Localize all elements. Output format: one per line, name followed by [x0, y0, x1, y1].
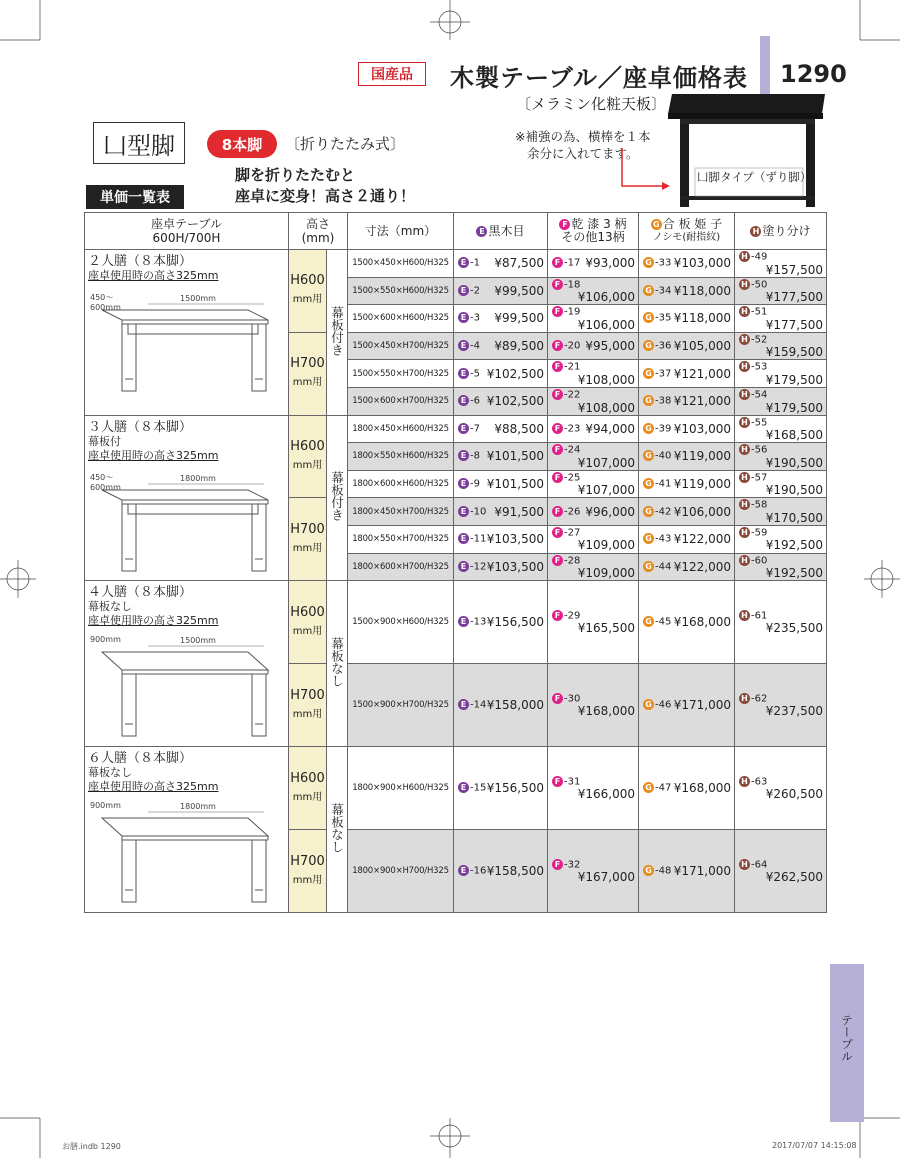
H-circle-icon: H: [739, 499, 750, 510]
price-cell-G: G -45 ¥168,000: [639, 581, 735, 664]
dimension-cell: 1500×550×H600/H325: [348, 277, 454, 305]
E-circle-icon: E: [458, 257, 469, 268]
col-header-height: 高さ (mm): [289, 213, 348, 250]
price-cell-H: H -51 ¥177,500: [735, 305, 827, 333]
F-circle-icon: F: [552, 279, 563, 290]
height-cell-h600: H600 mm用: [289, 581, 327, 664]
price-cell-E: E -3 ¥99,500: [454, 305, 548, 333]
dimension-cell: 1500×900×H600/H325: [348, 581, 454, 664]
note-line-2: 余分に入れてます。: [526, 146, 639, 161]
price-cell-E: E -11 ¥103,500: [454, 525, 548, 553]
price-cell-G: G -41 ¥119,000: [639, 470, 735, 498]
product-name: ４人膳（８本脚）: [88, 585, 193, 601]
product-name: ６人膳（８本脚）: [88, 751, 193, 767]
page-subtitle: 〔メラミン化粧天板〕: [516, 95, 667, 113]
height-cell-h700: H700 mm用: [289, 830, 327, 913]
G-circle-icon: G: [643, 699, 654, 710]
table-row: [85, 747, 827, 830]
drawing-panel: [128, 324, 258, 334]
page-title: 木製テーブル／座卓価格表: [450, 63, 748, 92]
E-circle-icon: E: [458, 533, 469, 544]
catch-line-2: 座卓に変身！高さ２通り！: [235, 187, 416, 205]
F-circle-icon: F: [552, 859, 563, 870]
drawing-leg: [252, 840, 266, 902]
price-cell-F: F -29 ¥165,500: [548, 581, 639, 664]
page-number: 1290: [780, 60, 847, 88]
table-row: [85, 250, 827, 278]
price-cell-F: F -32 ¥167,000: [548, 830, 639, 913]
price-cell-H: H -58 ¥170,500: [735, 498, 827, 526]
price-cell-G: G -42 ¥106,000: [639, 498, 735, 526]
F-circle-icon: F: [552, 506, 563, 517]
price-cell-E: E -6 ¥102,500: [454, 387, 548, 415]
price-cell-G: G -36 ¥105,000: [639, 332, 735, 360]
G-circle-icon: G: [643, 368, 654, 379]
depth-label: 900mm: [90, 635, 121, 645]
F-circle-icon: F: [552, 423, 563, 434]
price-cell-G: G -33 ¥103,000: [639, 250, 735, 278]
price-cell-E: E -9 ¥101,500: [454, 470, 548, 498]
G-circle-icon: G: [643, 257, 654, 268]
price-cell-H: H -55 ¥168,500: [735, 415, 827, 443]
E-circle-icon: E: [476, 226, 487, 237]
width-label: 1800mm: [180, 473, 216, 483]
leg-type-caption: 凵脚タイプ（ずり脚）: [697, 170, 812, 184]
price-cell-G: G -43 ¥122,000: [639, 525, 735, 553]
table-drawing: [88, 465, 284, 575]
G-circle-icon: G: [643, 395, 654, 406]
col-header-dimensions: 寸法（mm）: [348, 213, 454, 250]
price-cell-E: E -13 ¥156,500: [454, 581, 548, 664]
drawing-leg: [122, 840, 136, 902]
height-cell-h700: H700 mm用: [289, 332, 327, 415]
price-cell-F: F -28 ¥109,000: [548, 553, 639, 581]
H-circle-icon: H: [739, 776, 750, 787]
dimension-cell: 1800×900×H600/H325: [348, 747, 454, 830]
price-cell-F: F -22 ¥108,000: [548, 387, 639, 415]
price-cell-G: G -40 ¥119,000: [639, 443, 735, 471]
depth-label-2: 600mm: [90, 482, 121, 492]
height-cell-h700: H700 mm用: [289, 664, 327, 747]
price-cell-E: E -15 ¥156,500: [454, 747, 548, 830]
product-variant: 幕板なし: [88, 766, 132, 780]
price-list-label: 単価一覧表: [86, 185, 184, 209]
modesty-panel-cell: 幕板なし: [327, 747, 348, 913]
price-cell-F: F -17 ¥93,000: [548, 250, 639, 278]
price-cell-E: E -12 ¥103,500: [454, 553, 548, 581]
E-circle-icon: E: [458, 865, 469, 876]
side-tab-table[interactable]: テーブル: [830, 964, 864, 1122]
G-circle-icon: G: [643, 865, 654, 876]
G-circle-icon: G: [643, 561, 654, 572]
H-circle-icon: H: [739, 334, 750, 345]
H-circle-icon: H: [739, 389, 750, 400]
product-seat-height: 座卓使用時の高さ325mm: [88, 780, 219, 794]
G-circle-icon: G: [643, 312, 654, 323]
H-circle-icon: H: [739, 472, 750, 483]
F-circle-icon: F: [552, 340, 563, 351]
modesty-panel-cell: 幕板付き: [327, 250, 348, 416]
price-cell-H: H -56 ¥190,500: [735, 443, 827, 471]
G-circle-icon: G: [643, 285, 654, 296]
footer-file: お膳.indb 1290: [62, 1142, 121, 1151]
H-circle-icon: H: [739, 693, 750, 704]
depth-label: 900mm: [90, 801, 121, 811]
price-cell-E: E -5 ¥102,500: [454, 360, 548, 388]
price-cell-F: F -25 ¥107,000: [548, 470, 639, 498]
price-cell-H: H -52 ¥159,500: [735, 332, 827, 360]
dimension-cell: 1800×600×H700/H325: [348, 553, 454, 581]
product-name: ２人膳（８本脚）: [88, 254, 193, 269]
dimension-cell: 1500×450×H700/H325: [348, 332, 454, 360]
G-circle-icon: G: [643, 782, 654, 793]
G-circle-icon: G: [643, 340, 654, 351]
E-circle-icon: E: [458, 368, 469, 379]
H-circle-icon: H: [739, 251, 750, 262]
table-drawing: [88, 285, 284, 395]
price-cell-F: F -21 ¥108,000: [548, 360, 639, 388]
price-cell-F: F -19 ¥106,000: [548, 305, 639, 333]
F-circle-icon: F: [552, 361, 563, 372]
F-circle-icon: F: [552, 472, 563, 483]
product-seat-height: 座卓使用時の高さ325mm: [88, 614, 219, 628]
H-circle-icon: H: [739, 361, 750, 372]
price-cell-G: G -39 ¥103,000: [639, 415, 735, 443]
H-circle-icon: H: [739, 279, 750, 290]
price-cell-G: G -46 ¥171,000: [639, 664, 735, 747]
price-cell-G: G -44 ¥122,000: [639, 553, 735, 581]
F-circle-icon: F: [552, 444, 563, 455]
price-cell-H: H -64 ¥262,500: [735, 830, 827, 913]
note-line-1: ※補強の為、横棒を１本: [515, 129, 651, 144]
table-drawing: [88, 796, 284, 906]
catch-line-1: 脚を折りたたむと: [235, 166, 356, 184]
eight-leg-badge: 8本脚: [207, 130, 277, 158]
price-cell-F: F -27 ¥109,000: [548, 525, 639, 553]
F-circle-icon: F: [552, 610, 563, 621]
dimension-cell: 1500×600×H700/H325: [348, 387, 454, 415]
F-circle-icon: F: [552, 257, 563, 268]
price-cell-E: E -7 ¥88,500: [454, 415, 548, 443]
G-circle-icon: G: [651, 219, 662, 230]
drawing-top: [102, 818, 268, 836]
F-circle-icon: F: [552, 389, 563, 400]
col-header-H: H 塗り分け: [735, 213, 827, 250]
F-circle-icon: F: [559, 219, 570, 230]
price-cell-E: E -2 ¥99,500: [454, 277, 548, 305]
drawing-leg: [122, 674, 136, 736]
price-cell-H: H -61 ¥235,500: [735, 581, 827, 664]
G-circle-icon: G: [643, 616, 654, 627]
price-cell-H: H -63 ¥260,500: [735, 747, 827, 830]
E-circle-icon: E: [458, 312, 469, 323]
drawing-top: [102, 490, 268, 500]
table-row: [85, 581, 827, 664]
product-cell: [85, 581, 289, 747]
modesty-panel-cell: 幕板なし: [327, 581, 348, 747]
dimension-cell: 1500×450×H600/H325: [348, 250, 454, 278]
price-cell-G: G -35 ¥118,000: [639, 305, 735, 333]
drawing-leg: [252, 674, 266, 736]
price-cell-G: G -48 ¥171,000: [639, 830, 735, 913]
F-circle-icon: F: [552, 555, 563, 566]
drawing-top: [102, 310, 268, 320]
F-circle-icon: F: [552, 776, 563, 787]
dimension-cell: 1800×450×H700/H325: [348, 498, 454, 526]
table-row: [85, 415, 827, 443]
product-seat-height: 座卓使用時の高さ325mm: [88, 448, 219, 462]
G-circle-icon: G: [643, 506, 654, 517]
price-cell-G: G -34 ¥118,000: [639, 277, 735, 305]
price-cell-G: G -47 ¥168,000: [639, 747, 735, 830]
H-circle-icon: H: [739, 444, 750, 455]
E-circle-icon: E: [458, 561, 469, 572]
H-circle-icon: H: [739, 527, 750, 538]
drawing-top: [102, 652, 268, 670]
E-circle-icon: E: [458, 340, 469, 351]
price-cell-H: H -60 ¥192,500: [735, 553, 827, 581]
width-label: 1500mm: [180, 636, 216, 646]
price-cell-H: H -50 ¥177,500: [735, 277, 827, 305]
price-cell-F: F -31 ¥166,000: [548, 747, 639, 830]
F-circle-icon: F: [552, 693, 563, 704]
F-circle-icon: F: [552, 306, 563, 317]
price-cell-E: E -4 ¥89,500: [454, 332, 548, 360]
H-circle-icon: H: [750, 226, 761, 237]
H-circle-icon: H: [739, 859, 750, 870]
G-circle-icon: G: [643, 533, 654, 544]
price-cell-E: E -1 ¥87,500: [454, 250, 548, 278]
price-cell-H: H -49 ¥157,500: [735, 250, 827, 278]
footer-timestamp: 2017/07/07 14:15:08: [772, 1141, 857, 1150]
product-cell: [85, 415, 289, 581]
price-cell-H: H -59 ¥192,500: [735, 525, 827, 553]
price-cell-F: F -18 ¥106,000: [548, 277, 639, 305]
dimension-cell: 1500×550×H700/H325: [348, 360, 454, 388]
price-cell-F: F -20 ¥95,000: [548, 332, 639, 360]
E-circle-icon: E: [458, 782, 469, 793]
table-drawing: [88, 630, 284, 740]
E-circle-icon: E: [458, 478, 469, 489]
price-cell-E: E -10 ¥91,500: [454, 498, 548, 526]
dimension-cell: 1800×900×H700/H325: [348, 830, 454, 913]
drawing-panel: [128, 504, 258, 514]
price-cell-E: E -14 ¥158,000: [454, 664, 548, 747]
domestic-badge: 国産品: [358, 62, 426, 86]
E-circle-icon: E: [458, 450, 469, 461]
height-cell-h700: H700 mm用: [289, 498, 327, 581]
price-cell-H: H -53 ¥179,500: [735, 360, 827, 388]
height-cell-h600: H600 mm用: [289, 415, 327, 498]
leg-photo: [600, 86, 830, 212]
price-cell-G: G -37 ¥121,000: [639, 360, 735, 388]
depth-label: 450～: [90, 472, 114, 482]
height-cell-h600: H600 mm用: [289, 747, 327, 830]
depth-label-2: 600mm: [90, 303, 121, 312]
dimension-cell: 1800×550×H700/H325: [348, 525, 454, 553]
modesty-panel-cell: 幕板付き: [327, 415, 348, 581]
E-circle-icon: E: [458, 423, 469, 434]
H-circle-icon: H: [739, 417, 750, 428]
product-cell: [85, 250, 289, 416]
dimension-cell: 1800×450×H600/H325: [348, 415, 454, 443]
height-cell-h600: H600 mm用: [289, 250, 327, 333]
col-header-G: G 合 板 姫 子 ノシモ(耐指紋): [639, 213, 735, 250]
product-variant: 幕板なし: [88, 600, 132, 614]
dimension-cell: 1800×600×H600/H325: [348, 470, 454, 498]
col-header-F: F 乾 漆 3 柄 その他13柄: [548, 213, 639, 250]
price-table: [84, 212, 827, 913]
E-circle-icon: E: [458, 285, 469, 296]
product-seat-height: 座卓使用時の高さ325mm: [88, 269, 219, 282]
depth-label: 450～: [90, 293, 114, 302]
col-header-E: E 黒木目: [454, 213, 548, 250]
product-cell: [85, 747, 289, 913]
width-label: 1800mm: [180, 802, 216, 812]
price-cell-G: G -38 ¥121,000: [639, 387, 735, 415]
leg-type-label: 凵型脚: [93, 122, 185, 164]
product-name: ３人膳（８本脚）: [88, 419, 193, 435]
price-cell-E: E -16 ¥158,500: [454, 830, 548, 913]
price-cell-F: F -24 ¥107,000: [548, 443, 639, 471]
dimension-cell: 1500×900×H700/H325: [348, 664, 454, 747]
F-circle-icon: F: [552, 527, 563, 538]
G-circle-icon: G: [643, 478, 654, 489]
price-cell-H: H -62 ¥237,500: [735, 664, 827, 747]
H-circle-icon: H: [739, 555, 750, 566]
price-cell-E: E -8 ¥101,500: [454, 443, 548, 471]
price-cell-F: F -30 ¥168,000: [548, 664, 639, 747]
width-label: 1500mm: [180, 294, 216, 303]
folding-label: 〔折りたたみ式〕: [285, 135, 406, 153]
col-header-product: 座卓テーブル 600H/700H: [85, 213, 289, 250]
catchphrase: [235, 165, 415, 207]
H-circle-icon: H: [739, 610, 750, 621]
price-cell-F: F -26 ¥96,000: [548, 498, 639, 526]
dimension-cell: 1500×600×H600/H325: [348, 305, 454, 333]
table-header-row: [85, 213, 827, 250]
G-circle-icon: G: [643, 450, 654, 461]
price-cell-H: H -57 ¥190,500: [735, 470, 827, 498]
E-circle-icon: E: [458, 616, 469, 627]
H-circle-icon: H: [739, 306, 750, 317]
dimension-cell: 1800×550×H600/H325: [348, 443, 454, 471]
G-circle-icon: G: [643, 423, 654, 434]
E-circle-icon: E: [458, 395, 469, 406]
E-circle-icon: E: [458, 506, 469, 517]
E-circle-icon: E: [458, 699, 469, 710]
product-variant: 幕板付: [88, 434, 121, 448]
price-cell-H: H -54 ¥179,500: [735, 387, 827, 415]
price-cell-F: F -23 ¥94,000: [548, 415, 639, 443]
